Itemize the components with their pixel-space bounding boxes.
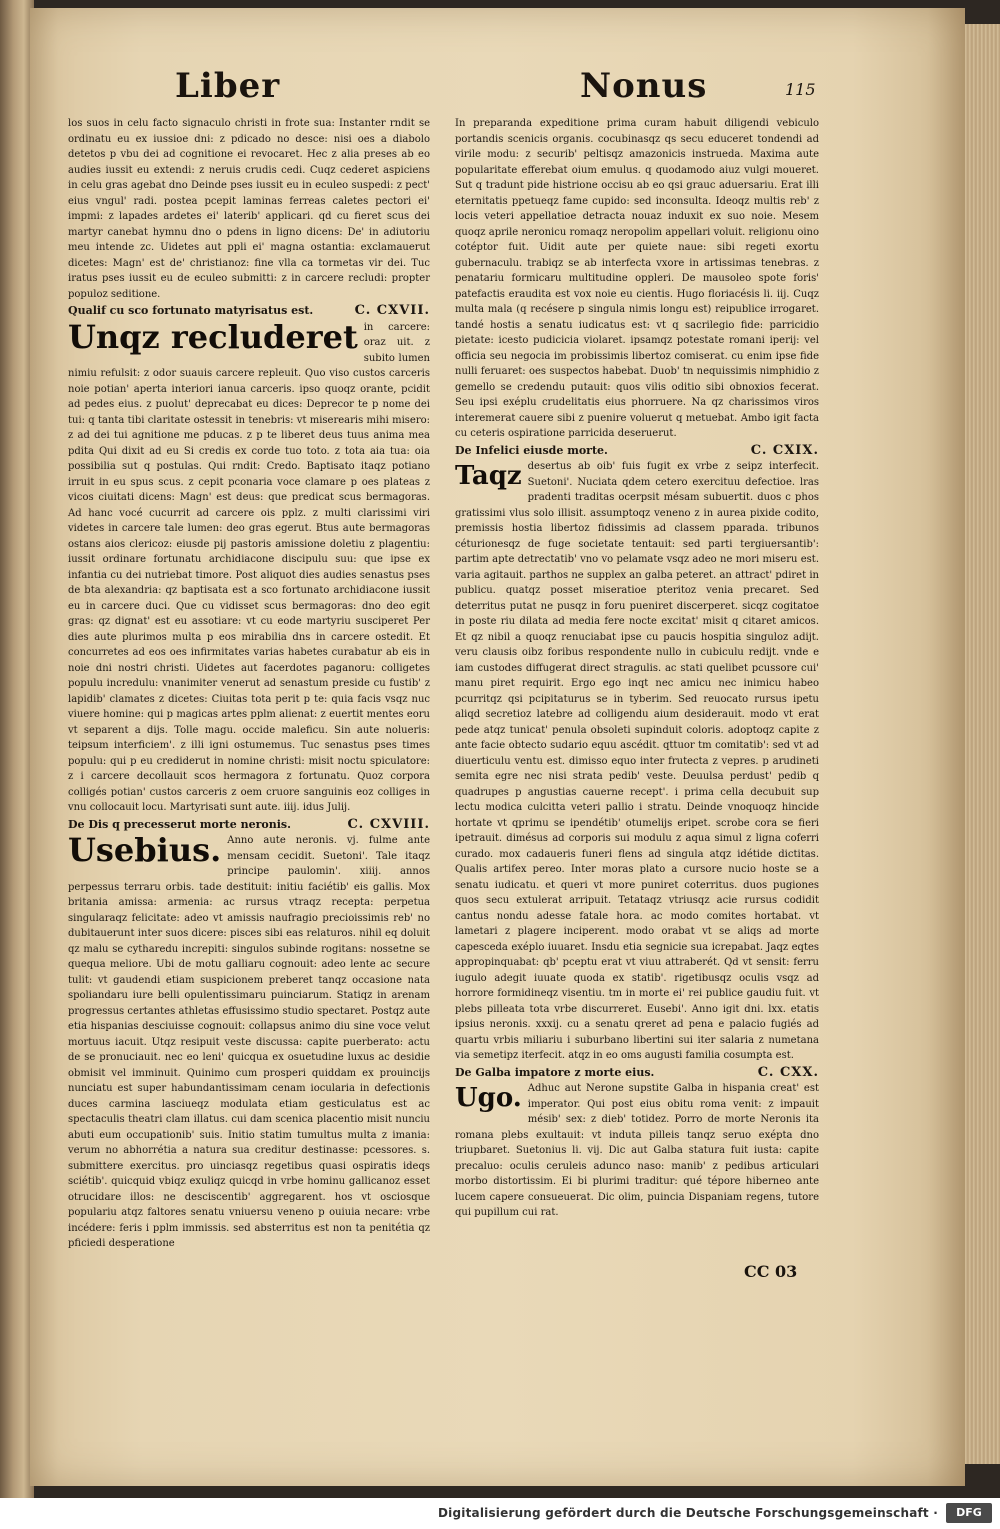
chapter-title: De Galba impatore z morte eius.	[455, 1065, 655, 1079]
paragraph: desertus ab oib' fuis fugit ex vrbe z seipz interfecit. Suetoni'. Nuciata qdem cetero exercituu defectioe. lras pradenti traditas ocerpsit mésam subuertit. duos c phos gratissimi vlus solo illisit. assumptoqz veneno z in aurea pixide codito, premissis hostia libertoz fidissimis ad classem pparada. tribunos céturionesqz de fuge societate tentauit: sed parti tergiuersantib': partim apte detrectatib' vno vo pelamate vsqz adeo ne mori miseru est. varia agitauit. parthos ne supplex an galba peteret. an attract' pdiret in publicu. quatqz posset miseratioe pteritoz venia precaret. Sed deterritus putat ne pusqz in foru pueniret discerperet. sicqz cogitatoe in poste riu dilata ad media fere nocte excitat' misit q citaret amicos. Et qz nibil a quoqz renuciabat ipse cu paucis hospitia singuloz adijt. veru clausis oibz foribus respondente nullo in cubiculu redijt. vnde e iam custodes diffugerat direct stragulis. ac stati quelibet pcussore cui' manu piret requirit. Ergo ego inqt nec amicu nec inimicu habeo pcurritqz qsi pcipitaturus se in tyberim. Sed reuocato rursus ipetu aliqd secretioz latebre ad colligendu aium desiderauit. modo vt erat pede atqz tunicat' penula obsoleti supinduit coloris. adoptoqz capite z ante facie obtecto sudario equu ascédit. qttuor tm comitatib': sed vt ad diuerticulu ventu est. dimisso equo inter frutecta z vepres. p arudineti semita egre nec nisi strata pedib' veste. Deuulsa perdust' pedib q quadrupes p angustias cauerne recept'. i prima cella decubuit sup lectu modica culcitta veteri pallio i stratu. Deinde vnoquoqz hincide hortate vt qprimu se ipendétib' otumelijs eripet. scrobe cora se fieri ipetrauit. dimésus ad corporis sui modulu z aqua simul z ligna coferri curado. mox cadaueris funeri flens ad singula atqz idétide dictitas. Qualis artifex pereo. Inter moras plato a cursore nucio hoste se a senatu iudicatu. et queri vt more puniret coterritus. duos pugiones quos secu extulerat arripuit. Tetataqz vtriusqz acie rursus codidit cantus nondu adesse fatale hora. ac modo comites hortabat. vt lametari z plagere inciperent. modo orabat vt se aliqs ad morte capesceda exéplo iuuaret. Insdu etia segnicie sua icrepabat. Jaqz eqtes appropinquabat: qb' pceptu erat vt viuu attraberét. Qd vt sensit: ferru iugulo adegit iuuate quoda ex statib'. rigetibusqz oculis vsqz ad horrore formidineqz visentiu. tm in morte ei' rei publice gaudiu fuit. vt plebs pilleata tota vrbe discurreret. Eusebi'. Anno igit dni. lxx. etatis ipsius neronis. xxxij. cu a senatu qreret ad pena e palacio fugiés ad quartu vrbis miliariu i suburbano libertini sui iter salaria z numetana via semetipz iterfecit. atqz in eo oms augusti familia cosumpta est.	[455, 461, 819, 1061]
chapter-number: C. CXVIII.	[347, 816, 430, 832]
initial-words: Usebius.	[68, 831, 222, 869]
catchword: CC 03	[744, 1262, 798, 1281]
initial-words: Unqz recluderet	[68, 317, 358, 356]
chapter-title: Qualif cu sco fortunato matyrisatus est.	[68, 304, 314, 317]
footer-credit: Digitalisierung gefördert durch die Deutsche Forschungsgemeinschaft ·	[438, 1506, 938, 1520]
chapter-number: C. CXX.	[757, 1064, 819, 1080]
chapter-number: C. CXVII.	[354, 303, 430, 318]
paragraph: Adhuc aut Nerone supstite Galba in hispania creat' est imperator. Qui post eius obitu roma venit: z impauit mésib' sex: z dieb' totidez. Porro de morte Neronis ita romana plebs exultauit: vt induta pilleis tanqz seruo exépta dno triupbaret. Suetonius li. vij. Dic aut Galba statura fuit iusta: capite precaluo: oculis ceruleis adunco naso: manib' z pedibus articulari morbo distortissim. Ei bi plurimi traditur: qué tépore hiberneo ante lucem capere consueuerat. Dic olim, puincia Dispaniam regens, tutore qui pupillum cui rat.	[455, 1083, 819, 1218]
page-stack-edge	[962, 24, 1000, 1464]
running-head-right: Nonus	[580, 66, 708, 106]
initial-words: Ugo.	[455, 1083, 522, 1113]
chapter-title: De Dis q precesserut morte neronis.	[68, 817, 291, 831]
text-column-right	[455, 116, 819, 1221]
chapter-number: C. CXIX.	[750, 442, 819, 458]
chapter-heading	[68, 817, 430, 833]
chapter-title: De Infelici eiusde morte.	[455, 443, 608, 457]
chapter-heading	[455, 1065, 819, 1081]
chapter-heading	[68, 303, 430, 319]
paragraph: in carcere: oraz uit. z subito lumen nimiu refulsit: z odor suauis carcere repleuit. Quo viso custos carceris noie potian' aperta interiori ianua carceris. ipso quoqz orante, pcidit ad pedes eius. z puolut' deprecabat eu dices: Deprecor te p nome dei tui: q tanta tibi claritate ostessit in tenebris: vt miserearis mihi misero: z ad dei tui agnitione me pducas. z p te liberet deus tuus anima mea pdita Qui dixit ad eu Si credis ex corde tuo toto. z tota aia tua: oia possibilia sut q postulas. Qui rndit: Credo. Baptisato itaqz potiano irruit in eu spus scus. z cepit pconaria voce clamare p oes plateas z vicos ciuitati dicens: Magn' est deus: que predicat scus bermagoras. Ad hanc vocé cucurrit ad carcere ois pplz. z multi clarissimi viri videtes in carcere tale lumen: deo gras egerut. Btus aute bermagoras ostans aios clericoz: eiusde pij pastoris amissione doletiu z plagentiu: iussit ordinare fortunatu archidiacone discipulu suu: que ipse ex infantia cu dei nutriebat timore. Post aliquot dies audies senastus pses de bta alexandria: qz baptisata est a sco fortunato archidiacone iussit eu in carcere duci. Que cu vidisset scus bermagoras: dno deo egit gras: qz dignat' est eu assotiare: vt cu eode martyriu susciperet Per dies aute plurimos multa p eos mirabilia dns in carcere ostedit. Et concurretes ad eos oes infirmitates varias habetes curabatur ab eis in noie dni nostri christi. Uidetes aut facerdotes paganoru: colligetes populu incredulu: vnanimiter venerut ad senastum preside cu fustib' z lapidib' clamates z dicetes: Ciuitas tota perit p te: quia facis vsqz nuc viuere homine: qui p magicas artes pplm alienat: z euertit mentes eoru vt separent a dijs. Tolle magu. occide maleficu. Sin aute nolueris: teipsum interficiem'. z illi igni ostumemus. Tuc senastus pses times populu: qui p eu crediderut in nomine christi: misit noctu spiculatore: z i carcere decollauit scos hermagora z fortunatu. Quoz corpora colligés potian' custos carceris z oem cruore sanguinis eoz colliges in vnu collocauit locu. Martyrisati sunt aute. iiij. idus Julij.	[68, 321, 430, 813]
footer-bar	[0, 1498, 1000, 1529]
paragraph: los suos in celu facto signaculo christi in frote sua: Instanter rndit se ordinatu eu ex iussioe dni: z pdicado no desce: nisi oes a diabolo detetos p vbu dei ad cognitione ei revocaret. Hec z alia preses ab eo audies iussit eu extendi: z neruis crudis cedi. Cuqz cederet aspiciens in celu gras agebat dno Deinde pses iussit eu in eculeo suspedi: z pect' eius vngul' radi. postea pcepit laminas ferreas caletes pectori ei' impmi: z lapades ardetes ei' laterib' applicari. qd cu fieret scus dei martyr canebat hymnu dno o pdens in ligno dicens: De' in adiutoriu meu intende zc. Uidetes aut ppli ei' magna ostantia: exclamauerut dicetes: Magn' est de' christianoz: fine vlla ca tormetas vir dei. Tuc iratus pses iussit eu de eculeo submitti: z in carcere recludi: propter populoz seditione.	[68, 118, 430, 300]
text-column-left	[68, 116, 430, 1252]
chapter-heading	[455, 443, 819, 459]
paragraph: In preparanda expeditione prima curam habuit diligendi vebiculo portandis scenicis organis. cocubinasqz qs secu educeret tondendi ad virile modu: z securib' peltisqz amazonicis instrueda. Maxima aute popularitate efferebat oium emulus. q quodamodo aiuz vulgi moueret. Sut q tradunt pide histrione occisu ab eo qsi grauc aduersariu. Erat illi eternitatis ppetueqz fame cupido: sed inconsulta. Ideoqz multis reb' z locis veteri appellatioe detracta nouaz induxit ex suo noie. Mesem quoqz aprile neronicu romaqz neropolim appellari voluit. religionu oino cotéptor fuit. Uidit aute per quiete naue: sibi regeti exortu gubernaculu. trabiqz se ab interfecta vxore in artissimas tenebras. z penatariu formicaru multitudine oppleri. De mausoleo spote foris' patefactis eraudita est vox noie eu cientis. Hugo floriacésis li. iij. Cuqz multa mala (q recésere p singula nimis longu est) reipublice irrogaret. tandé hostis a senatu iudicatus est: vt q sacrilegio fide: parricidio pietate: icesto pudicicia violaret. ipsamqz potestate romani iperij: vel officia seu negocia im probissimis libertoz comiserat. cu enim ipse fide nulli feruaret: oes suspectos habebat. Duob' tn nequissimis nimphidio z gemello se credendu putauit: quos vilis oditio sibi obnoxios fecerat. Seu ipsi exéplu crudelitatis eius phorruere. Na qz charissimos viros interemerat cauere sibi z puenire voluerut q metuebat. Ambo igit facta cu ceteris ospiratione parricida deseruerut.	[455, 118, 819, 439]
facing-page-edge	[0, 0, 34, 1498]
running-head-left: Liber	[175, 66, 281, 106]
paragraph: Anno aute neronis. vj. fulme ante mensam cecidit. Suetoni'. Tale itaqz principe paulomin'. xiiij. annos perpessus terraru orbis. tade destituit: initiu faciétib' eis gallis. Mox britania amissa: armenia: ac rursus vtraqz recepta: perpetua singularaqz felicitate: adeo vt amissis naufragio precioissimis reb' no dubitauerunt inter suos dicere: pisces sibi eas relaturos. nihil eq doluit qz malu se cytharedu increpiti: singulos subinde rogitans: nossetne se quequa meliore. Ubi de motu galliaru cognouit: adeo lente ac secure tulit: vt gaudendi etiam suspicionem preberet tanqz occasione nata spoliandaru iure belli opulentissimaru puinciarum. Statiqz in arenam progressus certantes athletas effusissimo studio spectaret. Postqz aute etia hispanias desciuisse cognouit: collapsus animo diu sine voce velut mortuus iacuit. Utqz resipuit veste discussa: capite puerberato: actu de se pronuciauit. nec eo leni' quicqua ex osuetudine luxus ac desidie obmisit vel imminuit. Quinimo cum prosperi quiddam ex prouincijs nunciatu est super habundantissimam cenam iocularia in defectionis duces carmina lasciueqz modulata etiam gesticulatus est ac spectaculis theatri clam illatus. cui dam scenica placentio misit nunciu abuti eum occupationib' suis. Initio statim tumultus multa z imania: verum no abhorrétia a natura sua creditur destinasse: pcessores. s. submittere exercitus. pro uinciasqz regetibus quasi ospiratis ideqs sciétib'. quicquid vbiqz exuliqz quicqd in vrbe hominu gallicanoz esset otrucidare illos: ne desciscentib' aggregarent. hos vt osciosque populariu atqz faltores senatu vniuersu veneno p ouiuia necare: vrbe incédere: feris i pplm immissis. sed absterritus est non ta penitétia qz pficiedi desperatione	[68, 835, 430, 1249]
dfg-logo: DFG	[946, 1503, 992, 1523]
folio-number: 115	[785, 80, 816, 99]
initial-words: Taqz	[455, 461, 522, 491]
